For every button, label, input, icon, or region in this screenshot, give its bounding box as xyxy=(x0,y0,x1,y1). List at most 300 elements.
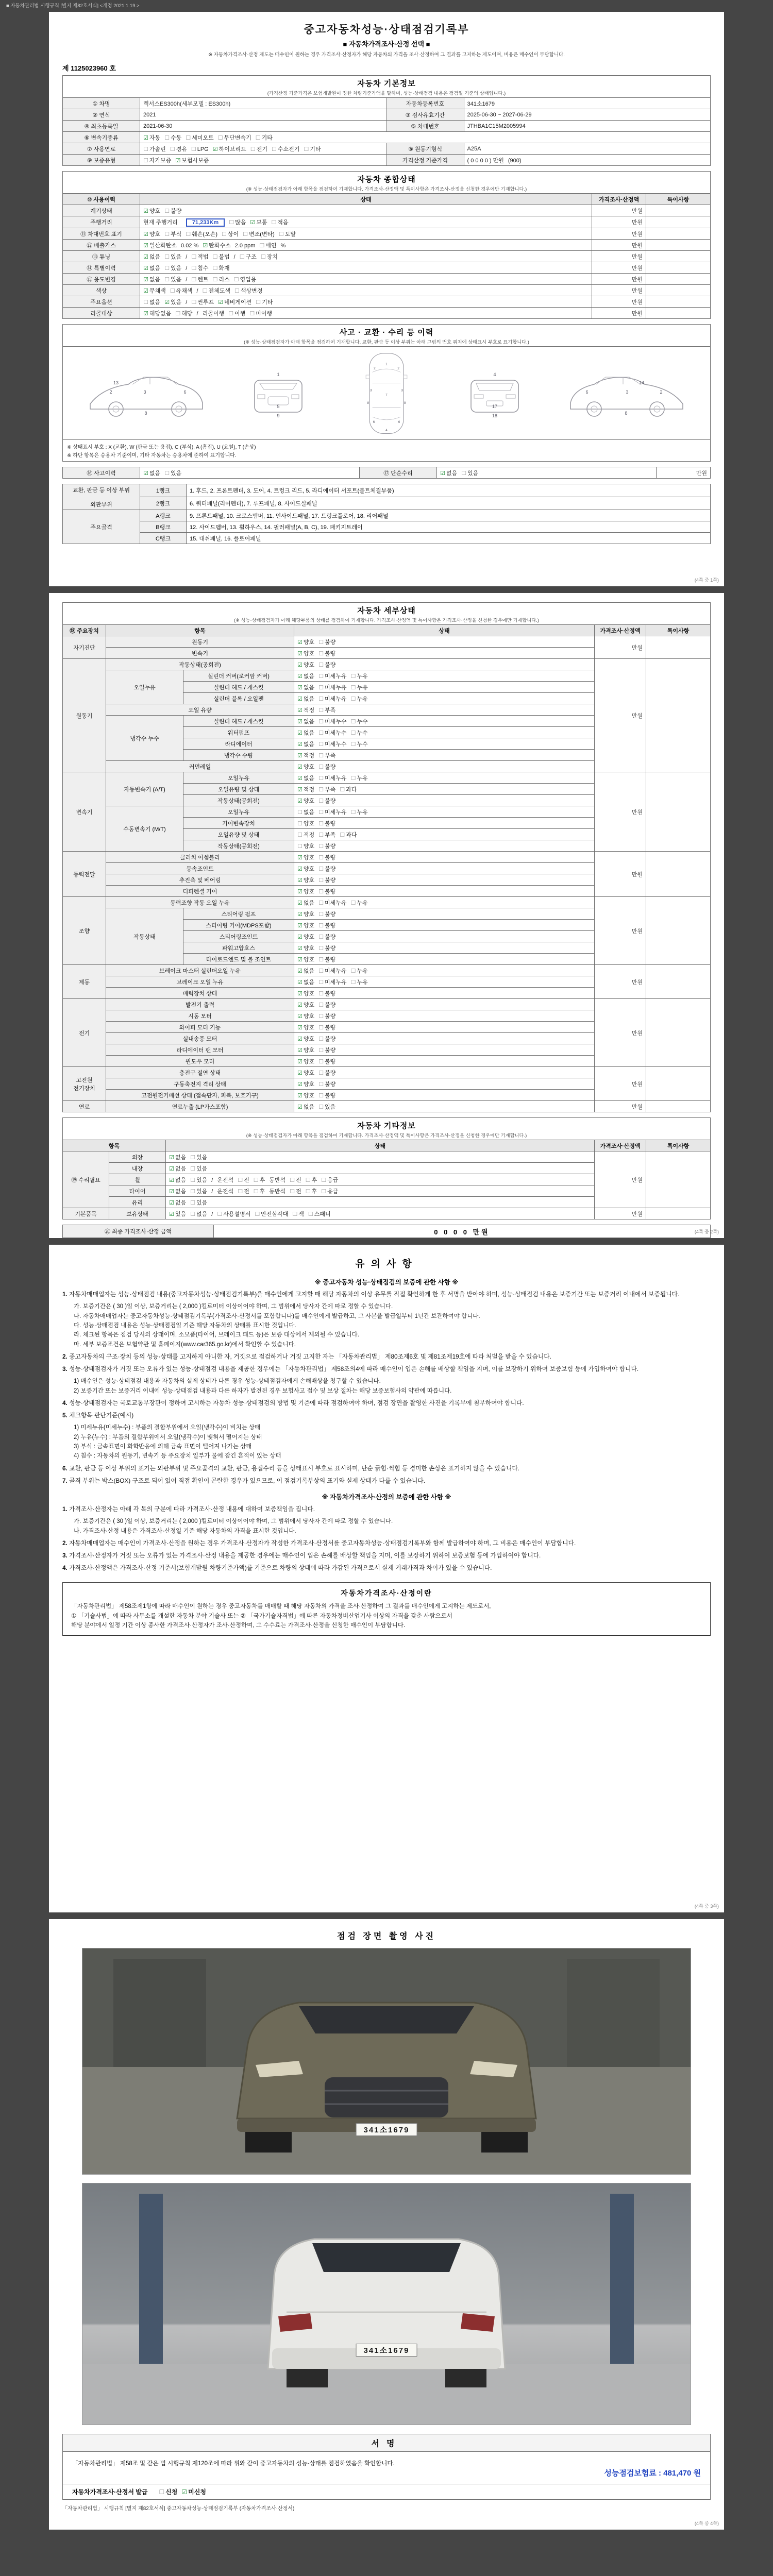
checkbox-option[interactable] xyxy=(191,265,208,272)
checkbox-label: 구조 xyxy=(245,253,257,260)
checkbox-option[interactable] xyxy=(261,254,278,260)
checkbox-option[interactable] xyxy=(143,288,166,294)
checkbox-option[interactable] xyxy=(190,1177,207,1183)
checkbox-option[interactable] xyxy=(164,231,181,238)
checkbox-option[interactable] xyxy=(297,889,314,895)
checkbox-option[interactable] xyxy=(351,979,368,986)
column-header: 특이사항 xyxy=(646,194,711,205)
item-label: 오일 유량 xyxy=(106,704,294,716)
checkbox-option[interactable] xyxy=(297,957,314,963)
checkbox-option[interactable] xyxy=(297,843,314,850)
checkbox-option[interactable] xyxy=(191,254,208,260)
checkbox-option[interactable] xyxy=(272,146,299,152)
diagram-part-number: 7 xyxy=(385,393,388,397)
checkbox-icon: ☐ xyxy=(318,707,324,714)
checkbox-option[interactable] xyxy=(318,753,335,759)
table-row xyxy=(63,533,711,544)
checkbox-option[interactable] xyxy=(191,299,214,306)
checkbox-label: 누유 xyxy=(357,900,368,906)
checkbox-option[interactable] xyxy=(238,1177,249,1183)
checkbox-option[interactable] xyxy=(318,764,335,770)
checkbox-option[interactable] xyxy=(218,299,251,306)
checkbox-option[interactable] xyxy=(190,1166,207,1172)
checkbox-option[interactable] xyxy=(169,1200,186,1206)
checkbox-option[interactable] xyxy=(256,299,273,306)
inline-text: / xyxy=(196,287,198,294)
checkbox-icon: ☑ xyxy=(297,798,303,804)
checkbox-option[interactable] xyxy=(292,1211,304,1217)
checkbox-option[interactable] xyxy=(308,1211,331,1217)
checkbox-option[interactable] xyxy=(169,1177,186,1183)
checkbox-option[interactable] xyxy=(190,1155,207,1161)
checkbox-option[interactable] xyxy=(297,855,314,861)
checkbox-option[interactable] xyxy=(143,311,171,317)
checkbox-option[interactable] xyxy=(318,1025,335,1031)
checkbox-label: 누수 xyxy=(357,741,368,748)
etc-section-note: (※ 성능·상태점검자가 아래 항목을 점검하여 기재합니다. 가격조사·산정액 및 특이사항은 가격조사·산정을 신청한 경우에만 기재합니다.) xyxy=(246,1133,527,1138)
checkbox-option[interactable] xyxy=(297,877,314,884)
checkbox-option[interactable] xyxy=(318,707,335,714)
checkbox-option[interactable] xyxy=(318,741,346,748)
checkbox-option[interactable] xyxy=(143,243,177,249)
checkbox-option[interactable] xyxy=(318,798,335,804)
checkbox-icon: ☑ xyxy=(143,265,148,272)
doc-title: 중고자동차성능·상태점검기록부 xyxy=(304,24,469,36)
checkbox-option[interactable] xyxy=(297,911,314,918)
checkbox-option[interactable] xyxy=(318,639,335,646)
checkbox-option[interactable] xyxy=(234,288,262,294)
checkbox-icon: ☐ xyxy=(318,684,324,691)
checkbox-label: 누유 xyxy=(357,696,368,702)
checkbox-option[interactable] xyxy=(318,832,335,838)
status-cell xyxy=(140,216,592,228)
inspection-photo-front xyxy=(82,1948,691,2174)
checkbox-label: 전체도색 xyxy=(208,287,230,294)
checkbox-option[interactable] xyxy=(164,135,181,141)
status-cell xyxy=(294,988,595,999)
checkbox-option[interactable] xyxy=(170,288,193,294)
checkbox-option[interactable] xyxy=(297,775,314,782)
checkbox-option[interactable] xyxy=(351,968,368,974)
checkbox-option[interactable] xyxy=(318,957,335,963)
checkbox-option[interactable] xyxy=(321,1189,338,1195)
checkbox-option[interactable] xyxy=(228,311,245,317)
checkbox-icon: ☐ xyxy=(249,310,255,317)
checkbox-option[interactable] xyxy=(249,311,272,317)
checkbox-option[interactable] xyxy=(290,1189,301,1195)
checkbox-option[interactable] xyxy=(170,146,187,152)
checkbox-option[interactable] xyxy=(271,219,288,226)
checkbox-option[interactable] xyxy=(164,299,181,306)
item-label: 클러치 어셈블리 xyxy=(106,852,294,863)
photo-rear-car-illustration xyxy=(82,2183,691,2425)
basic-info-table xyxy=(62,97,711,166)
etc-info-table xyxy=(62,1140,711,1219)
checkbox-label: 양호 xyxy=(303,1092,315,1099)
checkbox-option[interactable] xyxy=(191,146,209,152)
checkbox-option[interactable] xyxy=(256,135,273,141)
price-appraisal-definition-box xyxy=(62,1582,711,1636)
checkbox-option[interactable] xyxy=(203,288,230,294)
checkbox-label: 없음 xyxy=(149,253,161,260)
checkbox-option[interactable] xyxy=(143,135,160,141)
table-row xyxy=(63,132,711,143)
checkbox-option[interactable] xyxy=(297,1104,314,1110)
checkbox-option[interactable] xyxy=(297,651,314,657)
checkbox-option[interactable] xyxy=(297,991,314,997)
checkbox-option[interactable] xyxy=(318,775,346,782)
checkbox-option[interactable] xyxy=(143,208,160,214)
checkbox-option[interactable] xyxy=(297,1025,314,1031)
checkbox-option[interactable] xyxy=(318,1104,335,1110)
checkbox-icon: ☑ xyxy=(143,276,148,283)
checkbox-option[interactable] xyxy=(143,158,171,164)
checkbox-option[interactable] xyxy=(175,311,192,317)
checkbox-label: 전 xyxy=(296,1177,301,1183)
table-row xyxy=(63,308,711,319)
checkbox-label: 매연 xyxy=(265,242,277,249)
checkbox-option[interactable] xyxy=(340,787,357,793)
checkbox-label: 없음 xyxy=(303,900,315,906)
row-label: ⑪ 차대번호 표기 xyxy=(63,228,140,240)
checkbox-option[interactable] xyxy=(297,730,314,736)
checkbox-option[interactable] xyxy=(297,685,314,691)
checkbox-option[interactable] xyxy=(297,1081,314,1088)
checkbox-label: 누수 xyxy=(357,718,368,725)
checkbox-label: 누유 xyxy=(357,775,368,782)
checkbox-label: 불법 xyxy=(219,253,230,260)
checkbox-option[interactable] xyxy=(351,696,368,702)
checkbox-option[interactable] xyxy=(306,1177,317,1183)
checkbox-option[interactable] xyxy=(143,265,160,272)
notice-subitem: 나. 자동차매매업자는 중고자동차성능·상태점검기록부(가격조사·산정서를 포함합니다)를 매수인에게 발급하고, 그 사본을 발급일부터 1년간 보관하여야 합니다. xyxy=(74,1313,480,1319)
category-label: 기본품목 xyxy=(63,1208,109,1219)
checkbox-option[interactable] xyxy=(318,787,335,793)
status-cell xyxy=(294,795,595,806)
checkbox-option[interactable] xyxy=(318,877,335,884)
checkbox-label: 양호 xyxy=(149,231,161,238)
status-cell xyxy=(140,467,360,479)
checkbox-option[interactable] xyxy=(318,673,346,680)
inline-text: / xyxy=(186,253,188,260)
checkbox-icon: ☐ xyxy=(350,968,356,974)
checkbox-icon: ☐ xyxy=(304,146,309,152)
checkbox-label: 렌트 xyxy=(197,276,209,283)
checkbox-option[interactable] xyxy=(297,707,314,714)
checkbox-label: 없음 xyxy=(303,730,315,736)
checkbox-option[interactable] xyxy=(297,832,314,838)
checkbox-label: 양호 xyxy=(303,990,315,997)
checkbox-option[interactable] xyxy=(351,685,368,691)
status-cell xyxy=(166,1208,595,1219)
checkbox-option[interactable] xyxy=(351,730,368,736)
checkbox-option[interactable] xyxy=(304,146,321,152)
checkbox-option[interactable] xyxy=(297,1047,314,1054)
notice-body xyxy=(62,1277,711,1573)
checkbox-option[interactable] xyxy=(318,1081,335,1088)
checkbox-option[interactable] xyxy=(143,231,160,238)
checkbox-option[interactable] xyxy=(240,254,257,260)
checkbox-label: 후 xyxy=(311,1177,317,1183)
checkbox-icon: ☐ xyxy=(190,1154,196,1161)
checkbox-label: 없음 xyxy=(303,968,315,974)
checkbox-icon: ☐ xyxy=(217,134,223,141)
checkbox-option[interactable] xyxy=(297,934,314,940)
item-label: 고전원전기배선 상태 (접속단자, 피복, 보호기구) xyxy=(106,1090,294,1101)
checkbox-option[interactable] xyxy=(318,821,335,827)
notice-subitem: 3) 부식 : 금속표면이 화학반응에 의해 금속 표면이 떨어져 나가는 상태 xyxy=(74,1444,252,1450)
checkbox-option[interactable] xyxy=(318,1036,335,1042)
checkbox-icon: ☐ xyxy=(253,1188,259,1195)
checkbox-option[interactable] xyxy=(143,299,160,306)
checkbox-option[interactable] xyxy=(318,651,335,657)
checkbox-option[interactable] xyxy=(318,979,346,986)
status-cell xyxy=(294,784,595,795)
definition-box-body xyxy=(71,1602,702,1630)
checkbox-option[interactable] xyxy=(297,741,314,748)
checkbox-option[interactable] xyxy=(297,1059,314,1065)
doc-number xyxy=(62,63,711,73)
checkbox-option[interactable] xyxy=(164,470,181,477)
checkbox-option[interactable] xyxy=(318,1093,335,1099)
notice-item: 4. 가격조사·산정액은 가격조사·산정 기준서(보험개발원 차량기준가액)를 기준으로 차량의 상태에 따라 가감된 가격으로서 실제 거래가격과 차이가 있을 수 있습니다. xyxy=(62,1564,492,1572)
part-label: 실린더 헤드 / 개스킷 xyxy=(183,682,294,693)
checkbox-option[interactable] xyxy=(318,934,335,940)
checkbox-option[interactable] xyxy=(297,968,314,974)
checkbox-option[interactable] xyxy=(297,945,314,952)
checkbox-icon: ☐ xyxy=(233,276,239,283)
checkbox-option[interactable] xyxy=(186,231,217,238)
checkbox-label: 양호 xyxy=(303,945,315,952)
legend-rank: C랭크 xyxy=(140,533,187,544)
checkbox-option[interactable] xyxy=(169,1155,186,1161)
inline-text: 2021-06-30 xyxy=(143,123,173,129)
checkbox-option[interactable] xyxy=(351,900,368,906)
checkbox-icon: ☑ xyxy=(297,730,303,736)
column-header: 상태 xyxy=(294,625,595,636)
checkbox-label: 없음 xyxy=(303,741,315,748)
checkbox-option[interactable] xyxy=(318,696,346,702)
checkbox-option[interactable] xyxy=(318,968,346,974)
checkbox-option[interactable] xyxy=(318,662,335,668)
field-label: ⑤ 차대번호 xyxy=(386,121,464,132)
checkbox-option[interactable] xyxy=(169,1211,186,1217)
checkbox-icon: ☐ xyxy=(350,775,356,782)
checkbox-option[interactable] xyxy=(297,719,314,725)
checkbox-icon: ☐ xyxy=(318,900,324,906)
checkbox-label: 불량 xyxy=(325,922,336,929)
part-label: 타이로드엔드 및 볼 조인트 xyxy=(183,954,294,965)
checkbox-option[interactable] xyxy=(351,673,368,680)
checkbox-option[interactable] xyxy=(254,1189,265,1195)
checkbox-option[interactable] xyxy=(297,1070,314,1076)
checkbox-option[interactable] xyxy=(222,231,239,238)
checkbox-option[interactable] xyxy=(351,741,368,748)
checkbox-option[interactable] xyxy=(175,158,209,164)
checkbox-option[interactable] xyxy=(318,1002,335,1008)
inline-text: / xyxy=(196,310,198,317)
mileage-value: 71,233Km xyxy=(186,218,225,227)
checkbox-option[interactable] xyxy=(318,855,335,861)
checkbox-option[interactable] xyxy=(318,923,335,929)
checkbox-option[interactable] xyxy=(297,866,314,872)
item-label: 디퍼렌셜 기어 xyxy=(106,886,294,897)
checkbox-option[interactable] xyxy=(318,719,346,725)
checkbox-option[interactable] xyxy=(306,1189,317,1195)
checkbox-label: 있음 xyxy=(196,1177,208,1183)
checkbox-option[interactable] xyxy=(318,1013,335,1020)
checkbox-option[interactable] xyxy=(351,719,368,725)
checkbox-option[interactable] xyxy=(164,277,181,283)
checkbox-option[interactable] xyxy=(440,470,457,477)
page-indicator: (4쪽 중 1쪽) xyxy=(694,578,719,583)
status-cell xyxy=(294,897,595,908)
checkbox-option[interactable] xyxy=(250,146,267,152)
row-label: 외장 xyxy=(109,1151,166,1163)
checkbox-option[interactable] xyxy=(318,1047,335,1054)
checkbox-label: 미세누수 xyxy=(325,730,347,736)
checkbox-option[interactable] xyxy=(318,1070,335,1076)
checkbox-option[interactable] xyxy=(297,662,314,668)
checkbox-option[interactable] xyxy=(169,1166,186,1172)
detail-section-note: (※ 성능·상태점검자가 아래 해당부품의 상태를 점검하여 기재합니다. 가격조사·산정액 및 특이사항은 가격조사·산정을 신청한 경우에만 기재합니다.) xyxy=(234,618,539,623)
checkbox-option[interactable] xyxy=(164,208,181,214)
checkbox-option[interactable] xyxy=(190,1211,207,1217)
checkbox-option[interactable] xyxy=(218,135,251,141)
checkbox-option[interactable] xyxy=(461,470,478,477)
checkbox-icon: ☑ xyxy=(297,775,303,782)
checkbox-option[interactable] xyxy=(212,254,229,260)
checkbox-option[interactable] xyxy=(164,254,181,260)
checkbox-option[interactable] xyxy=(297,764,314,770)
checkbox-option[interactable] xyxy=(321,1177,338,1183)
checkbox-option[interactable] xyxy=(297,673,314,680)
status-cell xyxy=(294,999,595,1010)
checkbox-option[interactable] xyxy=(143,146,166,152)
row-label: 계기상태 xyxy=(63,205,140,216)
checkbox-option[interactable] xyxy=(297,1093,314,1099)
checkbox-option[interactable] xyxy=(159,2488,177,2496)
checkbox-option[interactable] xyxy=(217,1211,250,1217)
checkbox-option[interactable] xyxy=(318,900,346,906)
table-row xyxy=(63,228,711,240)
checkbox-option[interactable] xyxy=(297,923,314,929)
checkbox-option[interactable] xyxy=(340,832,357,838)
checkbox-option[interactable] xyxy=(318,889,335,895)
status-cell xyxy=(294,1067,595,1078)
final-price-amount: 0 0 0 0 xyxy=(434,1228,469,1236)
checkbox-option[interactable] xyxy=(259,243,276,249)
checkbox-option[interactable] xyxy=(318,991,335,997)
checkbox-option[interactable] xyxy=(297,1002,314,1008)
checkbox-option[interactable] xyxy=(190,1200,207,1206)
checkbox-option[interactable] xyxy=(318,843,335,850)
checkbox-icon: ☑ xyxy=(297,673,303,680)
diagram-part-number: 8 xyxy=(625,411,628,416)
checkbox-label: 양호 xyxy=(303,1058,315,1065)
checkbox-option[interactable] xyxy=(190,1189,207,1195)
checkbox-option[interactable] xyxy=(318,730,346,736)
checkbox-option[interactable] xyxy=(297,979,314,986)
checkbox-option[interactable] xyxy=(318,911,335,918)
checkbox-option[interactable] xyxy=(143,277,160,283)
checkbox-label: 해당없음 xyxy=(149,310,172,317)
checkbox-option[interactable] xyxy=(143,254,160,260)
checkbox-label: 없음 xyxy=(303,718,315,725)
checkbox-option[interactable] xyxy=(255,1211,288,1217)
checkbox-option[interactable] xyxy=(351,809,368,816)
checkbox-option[interactable] xyxy=(297,1013,314,1020)
checkbox-option[interactable] xyxy=(297,787,314,793)
checkbox-option[interactable] xyxy=(297,696,314,702)
checkbox-option[interactable] xyxy=(191,277,208,283)
checkbox-option[interactable] xyxy=(164,265,181,272)
checkbox-option[interactable] xyxy=(279,231,296,238)
checkbox-option[interactable] xyxy=(213,146,246,152)
checkbox-option[interactable] xyxy=(186,135,213,141)
checkbox-option[interactable] xyxy=(318,945,335,952)
checkbox-label: 양호 xyxy=(303,764,315,770)
checkbox-option[interactable] xyxy=(234,277,257,283)
checkbox-icon: ☐ xyxy=(318,639,324,646)
checkbox-icon: ☐ xyxy=(212,253,218,260)
checkbox-icon: ☐ xyxy=(318,956,324,963)
checkbox-option[interactable] xyxy=(212,265,229,272)
checkbox-option[interactable] xyxy=(318,866,335,872)
remark-cell xyxy=(646,274,711,285)
checkbox-label: 보통 xyxy=(256,219,267,226)
checkbox-option[interactable] xyxy=(212,277,229,283)
table-row xyxy=(63,194,711,205)
checkbox-option[interactable] xyxy=(297,639,314,646)
page-indicator: (4쪽 중 2쪽) xyxy=(694,1229,719,1234)
legend-note: ※ 상태표시 부호 : X (교환), W (판금 또는 용접), C (부식), A (흠집), U (요철), T (손상) xyxy=(67,445,256,450)
checkbox-option[interactable] xyxy=(297,798,314,804)
field-value xyxy=(140,109,387,121)
checkbox-label: 스패너 xyxy=(314,1211,331,1217)
checkbox-option[interactable] xyxy=(297,821,314,827)
checkbox-icon: ☐ xyxy=(255,134,261,141)
checkbox-option[interactable] xyxy=(169,1189,186,1195)
checkbox-icon: ☐ xyxy=(318,1104,324,1110)
remark-cell xyxy=(646,636,711,659)
checkbox-option[interactable] xyxy=(297,1036,314,1042)
checkbox-option[interactable] xyxy=(181,2488,206,2496)
checkbox-label: 없음 xyxy=(149,276,161,283)
checkbox-option[interactable] xyxy=(254,1177,265,1183)
checkbox-option[interactable] xyxy=(318,1059,335,1065)
checkbox-option[interactable] xyxy=(250,219,267,226)
checkbox-icon: ☐ xyxy=(318,945,324,952)
part-label: 기어변속장치 xyxy=(183,818,294,829)
checkbox-option[interactable] xyxy=(318,809,346,816)
checkbox-option[interactable] xyxy=(203,243,230,249)
checkbox-option[interactable] xyxy=(297,900,314,906)
checkbox-option[interactable] xyxy=(243,231,275,238)
checkbox-option[interactable] xyxy=(238,1189,249,1195)
checkbox-icon: ☐ xyxy=(461,470,467,477)
checkbox-option[interactable] xyxy=(351,775,368,782)
field-value xyxy=(140,98,387,109)
checkbox-option[interactable] xyxy=(290,1177,301,1183)
notice-item: 4. 성능·상태점검자는 국토교통부장관이 정하여 고시하는 자동차 성능·상태점검의 방법 및 기준에 따라 점검하여야 하며, 점검 장면을 촬영한 사진을 기록부에 첨부하여야 합니다. xyxy=(62,1399,524,1407)
checkbox-option[interactable] xyxy=(318,685,346,691)
checkbox-icon: ☐ xyxy=(159,2488,165,2496)
checkbox-option[interactable] xyxy=(143,470,160,477)
checkbox-option[interactable] xyxy=(297,753,314,759)
checkbox-option[interactable] xyxy=(297,809,314,816)
checkbox-option[interactable] xyxy=(229,219,246,226)
